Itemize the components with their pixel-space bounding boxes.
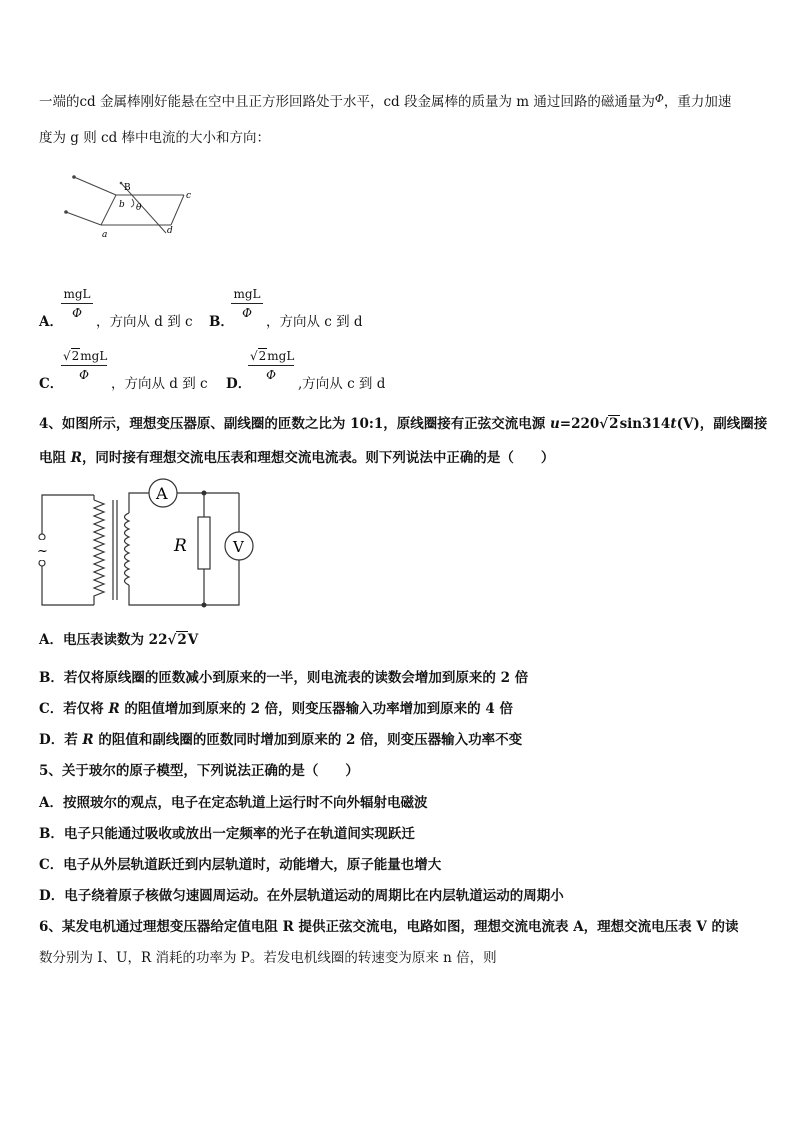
q3-stem-line1: 一端的cd 金属棒刚好能悬在空中且正方形回路处于水平，cd 段金属棒的质量为 m 通过回路的磁通量为$^\Phi$，重力加速 (39, 92, 732, 110)
fraction: √2mgL Φ (63, 349, 108, 382)
sqrt-symbol: √2 (63, 349, 80, 363)
label-b: b (119, 200, 125, 210)
q5-option-a: A．按照玻尔的观点，电子在定态轨道上运行时不向外辐射电磁波 (39, 795, 428, 811)
rail-end-dot (72, 175, 76, 179)
fraction: mgL Φ (231, 287, 263, 320)
q4-option-a: A．电压表读数为 22√2V (39, 632, 199, 648)
label-theta: θ (136, 203, 142, 213)
q5-stem: 5、关于玻尔的原子模型，下列说法正确的是（ ） (39, 763, 359, 779)
sqrt-symbol: √2 (250, 349, 267, 363)
label-a: a (102, 230, 108, 240)
q4-option-b: B．若仅将原线圈的匝数减小到原来的一半，则电流表的读数会增加到原来的 2 倍 (39, 670, 529, 686)
ac-source-icon: ~ (37, 544, 48, 559)
q3-stem-line2: 度为 g 则 cd 棒中电流的大小和方向： (39, 130, 271, 146)
q5-option-c: C．电子从外层轨道跃迁到内层轨道时，动能增大，原子能量也增大 (39, 857, 442, 873)
label-d: d (167, 226, 173, 236)
sqrt-symbol: √2 (599, 416, 619, 432)
q3-rails-figure (56, 165, 206, 275)
q4-option-c: C．若仅将 R 的阻值增加到原来的 2 倍，则变压器输入功率增加到原来的 4 倍 (39, 701, 513, 717)
rail-end-dot (64, 210, 68, 214)
source-terminal (39, 534, 45, 540)
q4-stem-line2: 电阻 R，同时接有理想交流电压表和理想交流电流表。则下列说法中正确的是（ ） (39, 450, 555, 466)
q4-circuit-diagram (34, 475, 264, 610)
voltmeter-label: V (233, 538, 244, 556)
phi-symbol: Φ (654, 92, 664, 105)
resistor-label: R (174, 536, 187, 556)
sqrt-symbol: √2 (167, 632, 187, 648)
label-B: B (124, 183, 131, 193)
q5-option-d: D．电子绕着原子核做匀速圆周运动。在外层轨道运动的周期比在内层轨道运动的周期小 (39, 888, 564, 904)
q4-option-d: D．若 R 的阻值和副线圈的匝数同时增加到原来的 2 倍，则变压器输入功率不变 (39, 732, 523, 748)
q6-stem-line1: 6、某发电机通过理想变压器给定值电阻 R 提供正弦交流电，电路如图，理想交流电流表 A，理想交流电压表 V 的读 (39, 919, 739, 935)
q4-stem-line1: 4、如图所示，理想变压器原、副线圈的匝数之比为 10:1，原线圈接有正弦交流电源 u=220√2sin314t(V)，副线圈接 (39, 416, 768, 432)
fraction: √2mgL Φ (250, 349, 295, 382)
q6-stem-line2: 数分别为 I、U，R 消耗的功率为 P。若发电机线圈的转速变为原来 n 倍，则 (39, 950, 497, 966)
label-c: c (186, 191, 192, 201)
q5-option-b: B．电子只能通过吸收或放出一定频率的光子在轨道间实现跃迁 (39, 826, 415, 842)
ammeter-label: A (156, 484, 168, 503)
source-terminal (39, 560, 45, 566)
fraction: mgL Φ (61, 287, 93, 320)
